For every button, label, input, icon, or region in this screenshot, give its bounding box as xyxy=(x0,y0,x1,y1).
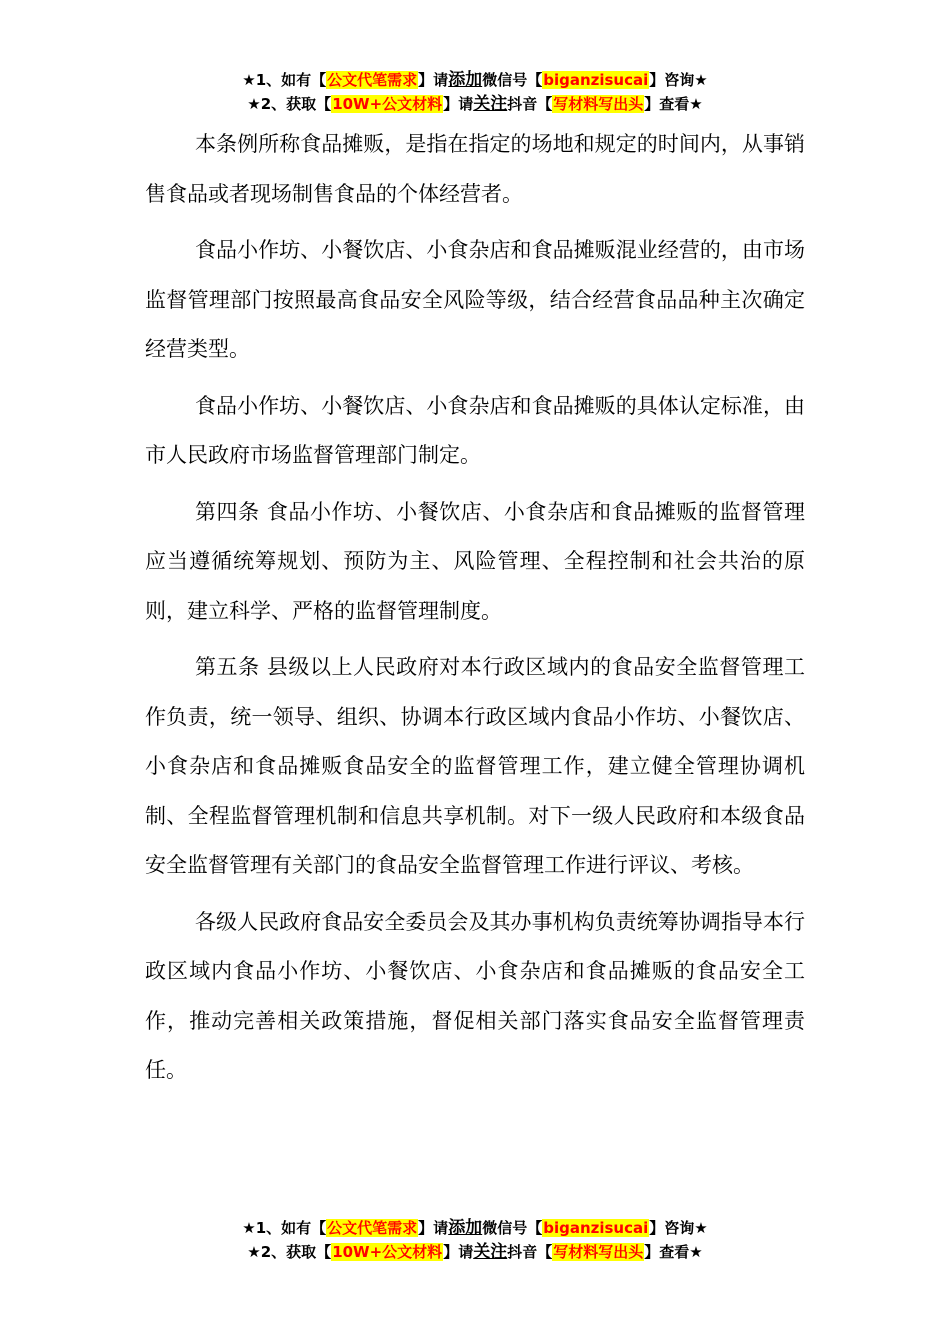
banner-text: 】咨询★ xyxy=(649,1219,708,1237)
paragraph-article-4: 第四条 食品小作坊、小餐饮店、小食杂店和食品摊贩的监督管理应当遵循统筹规划、预防为主、风险管理、全程控制和社会共治的原则，建立科学、严格的监督管理制度。 xyxy=(145,499,805,623)
highlight-service: 公文代笔需求 xyxy=(327,1219,418,1237)
top-banner-line-1 xyxy=(0,68,950,92)
highlight-douyin-id: 写材料写出头 xyxy=(553,1243,644,1261)
banner-emphasis: 关注 xyxy=(473,94,508,114)
banner-text: ★1、如有【 xyxy=(242,71,327,89)
banner-text: 】请 xyxy=(443,1243,474,1261)
paragraph: 本条例所称食品摊贩，是指在指定的场地和规定的时间内，从事销售食品或者现场制售食品的个体经营者。 xyxy=(145,132,805,206)
bottom-banner-line-1 xyxy=(0,1216,950,1240)
banner-text: 】请 xyxy=(418,1219,449,1237)
paragraph: 食品小作坊、小餐饮店、小食杂店和食品摊贩的具体认定标准，由市人民政府市场监督管理部门制定。 xyxy=(145,393,805,467)
banner-text: 微信号【 xyxy=(482,71,543,89)
highlight-wechat-id: biganzisucai xyxy=(543,1219,649,1237)
highlight-wechat-id: biganzisucai xyxy=(543,71,649,89)
banner-text: 】查看★ xyxy=(644,95,703,113)
banner-emphasis: 关注 xyxy=(473,1242,508,1262)
banner-text: ★2、获取【 xyxy=(247,1243,332,1261)
banner-text: ★2、获取【 xyxy=(247,95,332,113)
banner-text: 微信号【 xyxy=(482,1219,543,1237)
bottom-banner-line-2 xyxy=(0,1240,950,1264)
paragraph-article-5: 第五条 县级以上人民政府对本行政区域内的食品安全监督管理工作负责，统一领导、组织、协调本行政区域内食品小作坊、小餐饮店、小食杂店和食品摊贩食品安全的监督管理工作，建立健全管理协调机制、全程监督管理机制和信息共享机制。对下一级人民政府和本级食品安全监督管理有关部门的食品安全监督管理工作进行评议、考核。 xyxy=(145,655,805,877)
banner-text: 抖音【 xyxy=(507,1243,553,1261)
banner-emphasis: 添加 xyxy=(448,70,483,90)
bottom-banner xyxy=(0,1216,950,1264)
banner-text: 抖音【 xyxy=(507,95,553,113)
paragraph: 各级人民政府食品安全委员会及其办事机构负责统筹协调指导本行政区域内食品小作坊、小餐饮店、小食杂店和食品摊贩的食品安全工作，推动完善相关政策措施，督促相关部门落实食品安全监督管理责任。 xyxy=(145,909,805,1082)
banner-text: 】咨询★ xyxy=(649,71,708,89)
banner-text: ★1、如有【 xyxy=(242,1219,327,1237)
top-banner xyxy=(0,68,950,116)
banner-emphasis: 添加 xyxy=(448,1218,483,1238)
highlight-douyin-id: 写材料写出头 xyxy=(553,95,644,113)
highlight-service: 公文代笔需求 xyxy=(327,71,418,89)
paragraph: 食品小作坊、小餐饮店、小食杂店和食品摊贩混业经营的，由市场监督管理部门按照最高食品安全风险等级，结合经营食品品种主次确定经营类型。 xyxy=(145,238,805,361)
highlight-materials: 10W+公文材料 xyxy=(332,1243,443,1261)
banner-text: 】请 xyxy=(418,71,449,89)
banner-text: 】请 xyxy=(443,95,474,113)
top-banner-line-2 xyxy=(0,92,950,116)
document-body xyxy=(145,120,805,1103)
banner-text: 】查看★ xyxy=(644,1243,703,1261)
highlight-materials: 10W+公文材料 xyxy=(332,95,443,113)
